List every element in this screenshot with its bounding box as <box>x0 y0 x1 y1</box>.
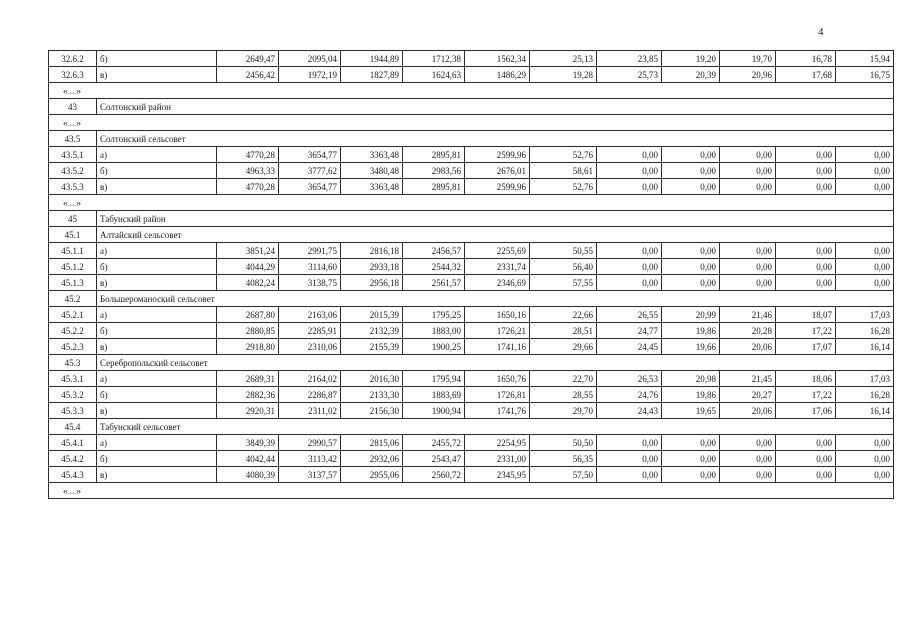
value-cell: 28,51 <box>530 323 597 339</box>
value-cell: 16,28 <box>836 323 894 339</box>
value-cell: 0,00 <box>776 163 836 179</box>
table-row <box>49 147 894 163</box>
value-cell: 0,00 <box>776 275 836 291</box>
omission-row <box>49 115 894 131</box>
table-row <box>49 243 894 259</box>
value-cell: 2956,18 <box>341 275 403 291</box>
value-cell: 0,00 <box>776 179 836 195</box>
section-heading-row <box>49 419 894 435</box>
section-heading-row <box>49 211 894 227</box>
value-cell: 4770,28 <box>217 147 279 163</box>
value-cell: 2990,57 <box>279 435 341 451</box>
value-cell: 16,14 <box>836 403 894 419</box>
section-title: Солтонский район <box>97 99 894 115</box>
value-cell: 2331,74 <box>465 259 530 275</box>
value-cell: 1650,16 <box>465 307 530 323</box>
value-cell: 0,00 <box>776 243 836 259</box>
value-cell: 1741,16 <box>465 339 530 355</box>
omission-marker: «…» <box>49 83 894 99</box>
value-cell: 2932,06 <box>341 451 403 467</box>
value-cell: 0,00 <box>776 435 836 451</box>
value-cell: 0,00 <box>836 147 894 163</box>
value-cell: 52,76 <box>530 147 597 163</box>
value-cell: 3113,42 <box>279 451 341 467</box>
value-cell: 1712,38 <box>403 51 465 67</box>
section-title: Табунский сельсовет <box>97 419 894 435</box>
row-number: 45.2.2 <box>49 323 97 339</box>
section-heading-row <box>49 131 894 147</box>
value-cell: 16,75 <box>836 67 894 83</box>
value-cell: 1795,94 <box>403 371 465 387</box>
value-cell: 2955,06 <box>341 467 403 483</box>
value-cell: 1944,89 <box>341 51 403 67</box>
value-cell: 2286,87 <box>279 387 341 403</box>
row-number: 32.6.2 <box>49 51 97 67</box>
value-cell: 2456,57 <box>403 243 465 259</box>
value-cell: 2815,06 <box>341 435 403 451</box>
value-cell: 4082,24 <box>217 275 279 291</box>
value-cell: 0,00 <box>597 259 662 275</box>
row-number: 45.2.1 <box>49 307 97 323</box>
value-cell: 0,00 <box>720 467 776 483</box>
value-cell: 0,00 <box>836 435 894 451</box>
value-cell: 0,00 <box>662 147 720 163</box>
section-number: 43.5 <box>49 131 97 147</box>
value-cell: 1883,69 <box>403 387 465 403</box>
section-number: 43 <box>49 99 97 115</box>
value-cell: 4042,44 <box>217 451 279 467</box>
section-heading-row <box>49 355 894 371</box>
row-label: б) <box>97 51 217 67</box>
value-cell: 19,86 <box>662 323 720 339</box>
value-cell: 2345,95 <box>465 467 530 483</box>
table-row <box>49 435 894 451</box>
value-cell: 3777,62 <box>279 163 341 179</box>
row-number: 45.2.3 <box>49 339 97 355</box>
value-cell: 2095,04 <box>279 51 341 67</box>
value-cell: 0,00 <box>720 179 776 195</box>
value-cell: 18,06 <box>776 371 836 387</box>
row-label: б) <box>97 163 217 179</box>
value-cell: 18,07 <box>776 307 836 323</box>
value-cell: 0,00 <box>720 275 776 291</box>
table-row <box>49 51 894 67</box>
table-row <box>49 179 894 195</box>
value-cell: 1562,34 <box>465 51 530 67</box>
value-cell: 20,27 <box>720 387 776 403</box>
row-label: а) <box>97 371 217 387</box>
row-label: в) <box>97 179 217 195</box>
section-number: 45.1 <box>49 227 97 243</box>
value-cell: 0,00 <box>720 163 776 179</box>
value-cell: 1486,29 <box>465 67 530 83</box>
omission-marker: «…» <box>49 115 894 131</box>
value-cell: 2015,39 <box>341 307 403 323</box>
value-cell: 0,00 <box>662 275 720 291</box>
tariff-table <box>48 50 894 499</box>
value-cell: 17,03 <box>836 371 894 387</box>
table-row <box>49 259 894 275</box>
value-cell: 26,53 <box>597 371 662 387</box>
value-cell: 4770,28 <box>217 179 279 195</box>
section-heading-row <box>49 291 894 307</box>
value-cell: 0,00 <box>836 451 894 467</box>
value-cell: 2331,00 <box>465 451 530 467</box>
value-cell: 2254,95 <box>465 435 530 451</box>
value-cell: 3851,24 <box>217 243 279 259</box>
value-cell: 56,40 <box>530 259 597 275</box>
value-cell: 2920,31 <box>217 403 279 419</box>
value-cell: 2816,18 <box>341 243 403 259</box>
value-cell: 0,00 <box>836 259 894 275</box>
value-cell: 20,39 <box>662 67 720 83</box>
value-cell: 2016,30 <box>341 371 403 387</box>
value-cell: 4044,29 <box>217 259 279 275</box>
value-cell: 0,00 <box>836 179 894 195</box>
value-cell: 0,00 <box>597 275 662 291</box>
value-cell: 28,55 <box>530 387 597 403</box>
section-title: Алтайский сельсовет <box>97 227 894 243</box>
value-cell: 0,00 <box>720 243 776 259</box>
table-row <box>49 323 894 339</box>
value-cell: 0,00 <box>776 451 836 467</box>
value-cell: 0,00 <box>720 451 776 467</box>
table-row <box>49 275 894 291</box>
value-cell: 58,61 <box>530 163 597 179</box>
value-cell: 52,76 <box>530 179 597 195</box>
value-cell: 20,06 <box>720 339 776 355</box>
row-number: 45.4.1 <box>49 435 97 451</box>
table-row <box>49 307 894 323</box>
value-cell: 17,06 <box>776 403 836 419</box>
row-label: б) <box>97 387 217 403</box>
value-cell: 1726,81 <box>465 387 530 403</box>
value-cell: 2132,39 <box>341 323 403 339</box>
row-label: б) <box>97 451 217 467</box>
value-cell: 0,00 <box>662 163 720 179</box>
value-cell: 1900,25 <box>403 339 465 355</box>
table-row <box>49 467 894 483</box>
value-cell: 0,00 <box>597 163 662 179</box>
value-cell: 19,65 <box>662 403 720 419</box>
value-cell: 20,96 <box>720 67 776 83</box>
value-cell: 16,28 <box>836 387 894 403</box>
value-cell: 0,00 <box>597 467 662 483</box>
row-number: 45.1.3 <box>49 275 97 291</box>
value-cell: 1883,00 <box>403 323 465 339</box>
value-cell: 25,73 <box>597 67 662 83</box>
row-label: а) <box>97 243 217 259</box>
section-title: Солтонский сельсовет <box>97 131 894 147</box>
value-cell: 2676,01 <box>465 163 530 179</box>
value-cell: 2599,96 <box>465 179 530 195</box>
value-cell: 2649,47 <box>217 51 279 67</box>
row-number: 43.5.2 <box>49 163 97 179</box>
value-cell: 19,86 <box>662 387 720 403</box>
value-cell: 57,50 <box>530 467 597 483</box>
value-cell: 2164,02 <box>279 371 341 387</box>
value-cell: 0,00 <box>776 147 836 163</box>
value-cell: 0,00 <box>597 147 662 163</box>
value-cell: 1900,94 <box>403 403 465 419</box>
section-number: 45.3 <box>49 355 97 371</box>
value-cell: 2133,30 <box>341 387 403 403</box>
table-row <box>49 403 894 419</box>
value-cell: 1650,76 <box>465 371 530 387</box>
value-cell: 2285,91 <box>279 323 341 339</box>
value-cell: 0,00 <box>662 435 720 451</box>
value-cell: 29,66 <box>530 339 597 355</box>
section-title: Серебропольский сельсовет <box>97 355 894 371</box>
value-cell: 0,00 <box>597 451 662 467</box>
value-cell: 19,70 <box>720 51 776 67</box>
value-cell: 2456,42 <box>217 67 279 83</box>
value-cell: 3363,48 <box>341 147 403 163</box>
section-number: 45.2 <box>49 291 97 307</box>
value-cell: 0,00 <box>720 259 776 275</box>
value-cell: 3363,48 <box>341 179 403 195</box>
value-cell: 1827,89 <box>341 67 403 83</box>
value-cell: 56,35 <box>530 451 597 467</box>
omission-marker: «…» <box>49 195 894 211</box>
value-cell: 17,03 <box>836 307 894 323</box>
value-cell: 1624,63 <box>403 67 465 83</box>
value-cell: 0,00 <box>597 243 662 259</box>
value-cell: 3114,60 <box>279 259 341 275</box>
row-label: в) <box>97 403 217 419</box>
value-cell: 23,85 <box>597 51 662 67</box>
row-label: в) <box>97 275 217 291</box>
value-cell: 16,14 <box>836 339 894 355</box>
omission-row <box>49 195 894 211</box>
row-label: б) <box>97 323 217 339</box>
value-cell: 0,00 <box>662 259 720 275</box>
row-number: 45.3.2 <box>49 387 97 403</box>
omission-row <box>49 83 894 99</box>
value-cell: 3138,75 <box>279 275 341 291</box>
row-label: в) <box>97 339 217 355</box>
value-cell: 1795,25 <box>403 307 465 323</box>
value-cell: 4080,39 <box>217 467 279 483</box>
value-cell: 3137,57 <box>279 467 341 483</box>
row-number: 43.5.3 <box>49 179 97 195</box>
value-cell: 0,00 <box>597 179 662 195</box>
value-cell: 2933,18 <box>341 259 403 275</box>
value-cell: 21,45 <box>720 371 776 387</box>
value-cell: 2310,06 <box>279 339 341 355</box>
value-cell: 2895,81 <box>403 179 465 195</box>
value-cell: 0,00 <box>662 451 720 467</box>
value-cell: 1972,19 <box>279 67 341 83</box>
value-cell: 17,68 <box>776 67 836 83</box>
row-number: 45.4.2 <box>49 451 97 467</box>
page-number: 4 <box>818 26 824 38</box>
omission-row <box>49 483 894 499</box>
value-cell: 21,46 <box>720 307 776 323</box>
value-cell: 2155,39 <box>341 339 403 355</box>
value-cell: 19,66 <box>662 339 720 355</box>
row-label: а) <box>97 435 217 451</box>
table-body <box>49 51 894 499</box>
value-cell: 2882,36 <box>217 387 279 403</box>
value-cell: 3480,48 <box>341 163 403 179</box>
value-cell: 2687,80 <box>217 307 279 323</box>
value-cell: 24,43 <box>597 403 662 419</box>
value-cell: 2544,32 <box>403 259 465 275</box>
value-cell: 26,55 <box>597 307 662 323</box>
value-cell: 50,55 <box>530 243 597 259</box>
section-number: 45 <box>49 211 97 227</box>
value-cell: 2255,69 <box>465 243 530 259</box>
section-heading-row <box>49 227 894 243</box>
value-cell: 2880,85 <box>217 323 279 339</box>
value-cell: 29,70 <box>530 403 597 419</box>
value-cell: 3654,77 <box>279 147 341 163</box>
row-number: 45.4.3 <box>49 467 97 483</box>
table-row <box>49 371 894 387</box>
value-cell: 0,00 <box>597 435 662 451</box>
table-row <box>49 67 894 83</box>
value-cell: 2156,30 <box>341 403 403 419</box>
row-number: 45.1.1 <box>49 243 97 259</box>
value-cell: 20,99 <box>662 307 720 323</box>
value-cell: 4963,33 <box>217 163 279 179</box>
value-cell: 17,22 <box>776 323 836 339</box>
row-number: 45.1.2 <box>49 259 97 275</box>
value-cell: 2561,57 <box>403 275 465 291</box>
value-cell: 0,00 <box>662 243 720 259</box>
row-number: 45.3.3 <box>49 403 97 419</box>
value-cell: 22,66 <box>530 307 597 323</box>
value-cell: 20,06 <box>720 403 776 419</box>
value-cell: 3849,39 <box>217 435 279 451</box>
section-title: Большероманоский сельсовет <box>97 291 894 307</box>
value-cell: 0,00 <box>776 467 836 483</box>
value-cell: 19,20 <box>662 51 720 67</box>
row-label: а) <box>97 307 217 323</box>
value-cell: 24,76 <box>597 387 662 403</box>
row-number: 43.5.1 <box>49 147 97 163</box>
row-label: б) <box>97 259 217 275</box>
value-cell: 24,45 <box>597 339 662 355</box>
value-cell: 15,94 <box>836 51 894 67</box>
table-row <box>49 163 894 179</box>
value-cell: 20,28 <box>720 323 776 339</box>
value-cell: 2346,69 <box>465 275 530 291</box>
value-cell: 16,78 <box>776 51 836 67</box>
value-cell: 1741,76 <box>465 403 530 419</box>
value-cell: 24,77 <box>597 323 662 339</box>
section-heading-row <box>49 99 894 115</box>
value-cell: 2689,31 <box>217 371 279 387</box>
row-label: в) <box>97 467 217 483</box>
section-title: Табунский район <box>97 211 894 227</box>
omission-marker: «…» <box>49 483 894 499</box>
table-row <box>49 451 894 467</box>
table-row <box>49 339 894 355</box>
value-cell: 2543,47 <box>403 451 465 467</box>
row-label: в) <box>97 67 217 83</box>
value-cell: 2983,56 <box>403 163 465 179</box>
row-number: 32.6.3 <box>49 67 97 83</box>
value-cell: 0,00 <box>836 163 894 179</box>
value-cell: 19,28 <box>530 67 597 83</box>
value-cell: 17,22 <box>776 387 836 403</box>
value-cell: 3654,77 <box>279 179 341 195</box>
value-cell: 0,00 <box>836 467 894 483</box>
value-cell: 20,98 <box>662 371 720 387</box>
section-number: 45.4 <box>49 419 97 435</box>
value-cell: 0,00 <box>776 259 836 275</box>
value-cell: 0,00 <box>662 467 720 483</box>
value-cell: 0,00 <box>720 435 776 451</box>
value-cell: 2311,02 <box>279 403 341 419</box>
value-cell: 0,00 <box>836 243 894 259</box>
value-cell: 2599,96 <box>465 147 530 163</box>
table-row <box>49 387 894 403</box>
row-label: а) <box>97 147 217 163</box>
value-cell: 17,07 <box>776 339 836 355</box>
value-cell: 2895,81 <box>403 147 465 163</box>
value-cell: 0,00 <box>662 179 720 195</box>
value-cell: 25,13 <box>530 51 597 67</box>
value-cell: 0,00 <box>720 147 776 163</box>
value-cell: 0,00 <box>836 275 894 291</box>
value-cell: 2918,80 <box>217 339 279 355</box>
value-cell: 22,70 <box>530 371 597 387</box>
row-number: 45.3.1 <box>49 371 97 387</box>
value-cell: 50,50 <box>530 435 597 451</box>
value-cell: 2163,06 <box>279 307 341 323</box>
value-cell: 2560,72 <box>403 467 465 483</box>
value-cell: 2455,72 <box>403 435 465 451</box>
value-cell: 1726,21 <box>465 323 530 339</box>
value-cell: 57,55 <box>530 275 597 291</box>
value-cell: 2991,75 <box>279 243 341 259</box>
